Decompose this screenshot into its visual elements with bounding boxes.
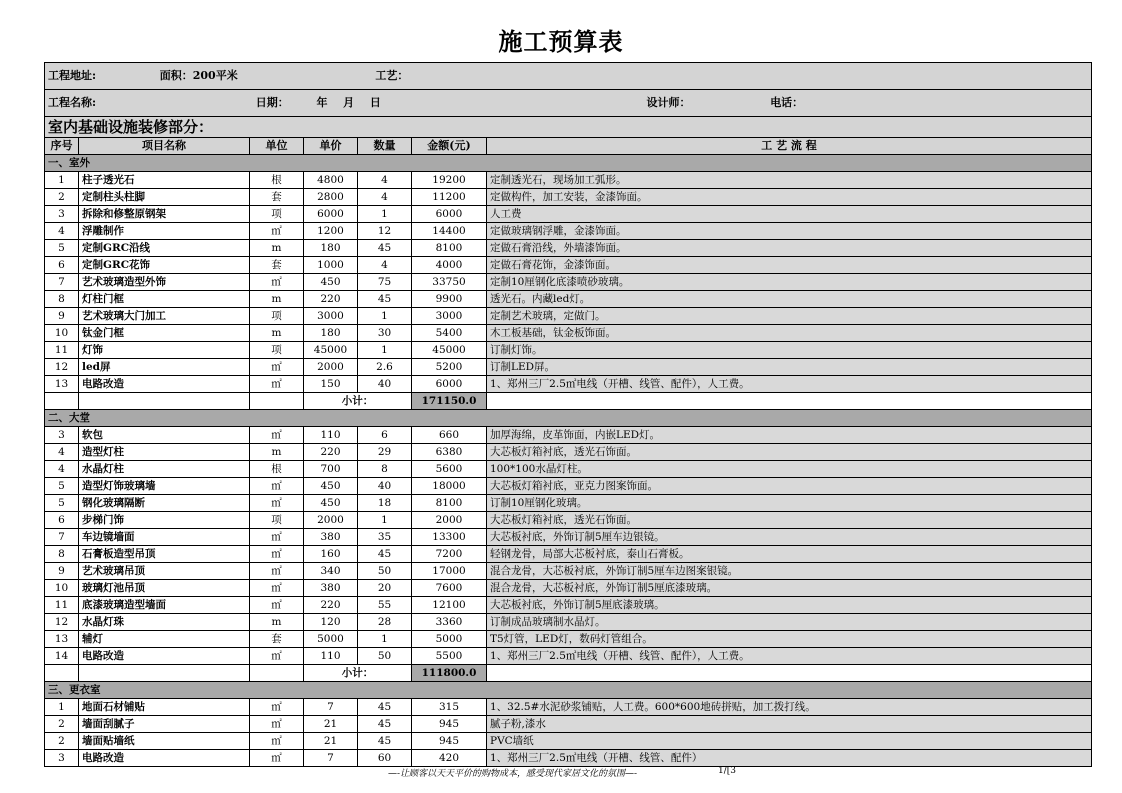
process-description: 腻子粉,漆水: [487, 716, 1092, 733]
budget-table: [44, 62, 1092, 767]
unit: ㎡: [250, 648, 304, 665]
unit-price: 6000: [304, 206, 358, 223]
amount: 5000: [412, 631, 487, 648]
unit-price: 220: [304, 444, 358, 461]
unit: ㎡: [250, 733, 304, 750]
row-index: 2: [45, 733, 79, 750]
process-description: 大芯板衬底，外饰订制5厘底漆玻璃。: [487, 597, 1092, 614]
item-name: 浮雕制作: [79, 223, 250, 240]
project-info-row-1: [45, 63, 1092, 90]
unit: m: [250, 325, 304, 342]
item-name: 艺术玻璃大门加工: [79, 308, 250, 325]
unit-price: 7: [304, 750, 358, 767]
row-index: 8: [45, 291, 79, 308]
row-index: 13: [45, 376, 79, 393]
unit: 项: [250, 342, 304, 359]
item-name: 软包: [79, 427, 250, 444]
quantity: 55: [358, 597, 412, 614]
unit: ㎡: [250, 376, 304, 393]
item-name: 水晶灯珠: [79, 614, 250, 631]
amount: 315: [412, 699, 487, 716]
header-quantity: 数量: [358, 138, 412, 155]
unit: ㎡: [250, 699, 304, 716]
quantity: 4: [358, 172, 412, 189]
unit: m: [250, 614, 304, 631]
day-label: 日: [369, 96, 381, 109]
unit-price: 180: [304, 240, 358, 257]
row-index: 5: [45, 495, 79, 512]
item-name: 灯柱门框: [79, 291, 250, 308]
subtotal-value: 111800.0: [412, 665, 487, 682]
item-name: led屏: [79, 359, 250, 376]
amount: 4000: [412, 257, 487, 274]
page-title: 施工预算表: [498, 27, 624, 56]
unit: ㎡: [250, 478, 304, 495]
month-label: 月: [343, 96, 355, 109]
unit-price: 450: [304, 478, 358, 495]
process-description: 1、郑州三厂2.5㎡电线（开槽、线管、配件），人工费。: [487, 376, 1092, 393]
year-label: 年: [316, 96, 328, 109]
unit-price: 3000: [304, 308, 358, 325]
unit-price: 45000: [304, 342, 358, 359]
process-description: 1、郑州三厂2.5㎡电线（开槽、线管、配件）: [487, 750, 1092, 767]
process-description: 定制透光石，现场加工弧形。: [487, 172, 1092, 189]
unit: 项: [250, 308, 304, 325]
table-row: [45, 546, 1092, 563]
unit-price: 380: [304, 580, 358, 597]
unit-price: 340: [304, 563, 358, 580]
row-index: 9: [45, 308, 79, 325]
quantity: 4: [358, 257, 412, 274]
designer-label: 设计师：: [646, 96, 691, 109]
table-row: [45, 716, 1092, 733]
project-name-label: 工程名称:: [48, 96, 97, 109]
unit: ㎡: [250, 750, 304, 767]
process-description: 透光石。内藏led灯。: [487, 291, 1092, 308]
process-description: 大芯板衬底，外饰订制5厘车边银镜。: [487, 529, 1092, 546]
quantity: 45: [358, 240, 412, 257]
date-label: 日期：: [255, 96, 289, 109]
unit: 套: [250, 189, 304, 206]
quantity: 45: [358, 716, 412, 733]
craft-label: 工艺：: [375, 69, 409, 82]
quantity: 1: [358, 342, 412, 359]
table-row: [45, 189, 1092, 206]
row-index: 11: [45, 597, 79, 614]
row-index: 11: [45, 342, 79, 359]
table-row: [45, 512, 1092, 529]
table-row: [45, 172, 1092, 189]
subtotal-row: [45, 665, 1092, 682]
unit: ㎡: [250, 716, 304, 733]
empty-cell: [250, 665, 304, 682]
process-description: 订制灯饰。: [487, 342, 1092, 359]
table-row: [45, 563, 1092, 580]
item-name: 电路改造: [79, 376, 250, 393]
header-unit: 单位: [250, 138, 304, 155]
quantity: 1: [358, 631, 412, 648]
amount: 19200: [412, 172, 487, 189]
header-unit-price: 单价: [304, 138, 358, 155]
row-index: 2: [45, 716, 79, 733]
row-index: 1: [45, 172, 79, 189]
unit: 根: [250, 461, 304, 478]
unit-price: 220: [304, 291, 358, 308]
row-index: 3: [45, 750, 79, 767]
unit: ㎡: [250, 529, 304, 546]
table-row: [45, 325, 1092, 342]
unit: ㎡: [250, 223, 304, 240]
section-title: 室内基础设施装修部分：: [45, 117, 1092, 138]
row-index: 14: [45, 648, 79, 665]
page-number: 1/[3: [718, 766, 736, 776]
process-description: 人工费: [487, 206, 1092, 223]
amount: 8100: [412, 240, 487, 257]
row-index: 7: [45, 529, 79, 546]
item-name: 墙面贴墙纸: [79, 733, 250, 750]
item-name: 步梯门饰: [79, 512, 250, 529]
amount: 8100: [412, 495, 487, 512]
quantity: 4: [358, 189, 412, 206]
quantity: 28: [358, 614, 412, 631]
unit: m: [250, 240, 304, 257]
project-info-row-2: [45, 90, 1092, 117]
unit: ㎡: [250, 580, 304, 597]
amount: 6380: [412, 444, 487, 461]
row-index: 10: [45, 580, 79, 597]
quantity: 35: [358, 529, 412, 546]
item-name: 灯饰: [79, 342, 250, 359]
table-row: [45, 478, 1092, 495]
unit-price: 700: [304, 461, 358, 478]
unit: m: [250, 444, 304, 461]
category-row: [45, 410, 1092, 427]
quantity: 40: [358, 376, 412, 393]
table-row: [45, 206, 1092, 223]
phone-label: 电话：: [770, 96, 804, 109]
subtotal-label: 小计：: [304, 393, 412, 410]
amount: 660: [412, 427, 487, 444]
unit-price: 110: [304, 648, 358, 665]
subtotal-row: [45, 393, 1092, 410]
item-name: 石膏板造型吊顶: [79, 546, 250, 563]
row-index: 5: [45, 478, 79, 495]
item-name: 玻璃灯池吊顶: [79, 580, 250, 597]
process-description: 1、郑州三厂2.5㎡电线（开槽、线管、配件），人工费。: [487, 648, 1092, 665]
amount: 14400: [412, 223, 487, 240]
quantity: 75: [358, 274, 412, 291]
item-name: 电路改造: [79, 750, 250, 767]
amount: 945: [412, 733, 487, 750]
item-name: 艺术玻璃造型外饰: [79, 274, 250, 291]
process-description: 订制LED屏。: [487, 359, 1092, 376]
amount: 5600: [412, 461, 487, 478]
table-row: [45, 257, 1092, 274]
table-row: [45, 342, 1092, 359]
amount: 945: [412, 716, 487, 733]
process-description: 定做石膏花饰，金漆饰面。: [487, 257, 1092, 274]
amount: 3000: [412, 308, 487, 325]
item-name: 墙面刮腻子: [79, 716, 250, 733]
unit-price: 150: [304, 376, 358, 393]
unit-price: 5000: [304, 631, 358, 648]
quantity: 6: [358, 427, 412, 444]
unit-price: 450: [304, 495, 358, 512]
row-index: 4: [45, 444, 79, 461]
amount: 420: [412, 750, 487, 767]
unit: m: [250, 291, 304, 308]
quantity: 12: [358, 223, 412, 240]
row-index: 8: [45, 546, 79, 563]
item-name: 水晶灯柱: [79, 461, 250, 478]
quantity: 30: [358, 325, 412, 342]
row-index: 3: [45, 427, 79, 444]
process-description: 加厚海绵，皮革饰面，内嵌LED灯。: [487, 427, 1092, 444]
quantity: 45: [358, 291, 412, 308]
header-row: [45, 138, 1092, 155]
quantity: 1: [358, 512, 412, 529]
table-row: [45, 699, 1092, 716]
area-text: 面积：200平米: [159, 69, 238, 82]
item-name: 定制GRC花饰: [79, 257, 250, 274]
amount: 5500: [412, 648, 487, 665]
item-name: 艺术玻璃吊顶: [79, 563, 250, 580]
table-row: [45, 614, 1092, 631]
empty-cell: [79, 393, 250, 410]
unit-price: 1200: [304, 223, 358, 240]
unit-price: 2000: [304, 512, 358, 529]
process-description: 订制成品玻璃制水晶灯。: [487, 614, 1092, 631]
header-index: 序号: [45, 138, 79, 155]
address-label: 工程地址:: [48, 69, 97, 82]
unit: 套: [250, 257, 304, 274]
amount: 9900: [412, 291, 487, 308]
unit-price: 21: [304, 716, 358, 733]
unit: ㎡: [250, 274, 304, 291]
table-row: [45, 240, 1092, 257]
item-name: 定制柱头柱脚: [79, 189, 250, 206]
quantity: 50: [358, 648, 412, 665]
process-description: 混合龙骨，大芯板衬底，外饰订制5厘车边图案银镜。: [487, 563, 1092, 580]
process-description: 大芯板灯箱衬底，透光石饰面。: [487, 444, 1092, 461]
table-row: [45, 223, 1092, 240]
amount: 18000: [412, 478, 487, 495]
unit-price: 4800: [304, 172, 358, 189]
amount: 45000: [412, 342, 487, 359]
table-row: [45, 376, 1092, 393]
row-index: 12: [45, 614, 79, 631]
quantity: 45: [358, 699, 412, 716]
unit: ㎡: [250, 427, 304, 444]
row-index: 12: [45, 359, 79, 376]
category-row: [45, 682, 1092, 699]
item-name: 钛金门框: [79, 325, 250, 342]
category-name: 三、更衣室: [45, 682, 1092, 699]
unit-price: 2000: [304, 359, 358, 376]
unit: ㎡: [250, 359, 304, 376]
table-row: [45, 631, 1092, 648]
amount: 5400: [412, 325, 487, 342]
row-index: 1: [45, 699, 79, 716]
empty-cell: [79, 665, 250, 682]
unit: 项: [250, 206, 304, 223]
unit-price: 21: [304, 733, 358, 750]
amount: 7600: [412, 580, 487, 597]
unit: 项: [250, 512, 304, 529]
empty-cell: [45, 665, 79, 682]
process-description: 定做构件，加工安装，金漆饰面。: [487, 189, 1092, 206]
row-index: 6: [45, 257, 79, 274]
item-name: 柱子透光石: [79, 172, 250, 189]
amount: 13300: [412, 529, 487, 546]
quantity: 50: [358, 563, 412, 580]
process-description: 100*100水晶灯柱。: [487, 461, 1092, 478]
process-description: 定做石膏沿线，外墙漆饰面。: [487, 240, 1092, 257]
table-row: [45, 495, 1092, 512]
unit: ㎡: [250, 563, 304, 580]
row-index: 5: [45, 240, 79, 257]
row-index: 3: [45, 206, 79, 223]
unit-price: 7: [304, 699, 358, 716]
process-description: 轻钢龙骨，局部大芯板衬底，泰山石膏板。: [487, 546, 1092, 563]
quantity: 60: [358, 750, 412, 767]
subtotal-label: 小计：: [304, 665, 412, 682]
process-description: 混合龙骨，大芯板衬底，外饰订制5厘底漆玻璃。: [487, 580, 1092, 597]
quantity: 40: [358, 478, 412, 495]
process-description: 订制10厘钢化玻璃。: [487, 495, 1092, 512]
quantity: 45: [358, 546, 412, 563]
row-index: 10: [45, 325, 79, 342]
unit: ㎡: [250, 495, 304, 512]
section-title-row: [45, 117, 1092, 138]
header-item-name: 项目名称: [79, 138, 250, 155]
unit-price: 160: [304, 546, 358, 563]
table-row: [45, 308, 1092, 325]
unit: 根: [250, 172, 304, 189]
unit-price: 120: [304, 614, 358, 631]
row-index: 13: [45, 631, 79, 648]
amount: 2000: [412, 512, 487, 529]
amount: 6000: [412, 206, 487, 223]
process-description: 1、32.5#水泥砂浆铺贴，人工费。600*600地砖拼贴，加工拨打线。: [487, 699, 1092, 716]
item-name: 底漆玻璃造型墙面: [79, 597, 250, 614]
process-description: PVC墙纸: [487, 733, 1092, 750]
table-row: [45, 529, 1092, 546]
unit: ㎡: [250, 597, 304, 614]
process-description: 大芯板灯箱衬底，透光石饰面。: [487, 512, 1092, 529]
row-index: 7: [45, 274, 79, 291]
quantity: 29: [358, 444, 412, 461]
process-description: 定制10厘钢化底漆喷砂玻璃。: [487, 274, 1092, 291]
amount: 12100: [412, 597, 487, 614]
quantity: 1: [358, 206, 412, 223]
item-name: 定制GRC沿线: [79, 240, 250, 257]
quantity: 45: [358, 733, 412, 750]
quantity: 18: [358, 495, 412, 512]
row-index: 6: [45, 512, 79, 529]
item-name: 电路改造: [79, 648, 250, 665]
amount: 33750: [412, 274, 487, 291]
item-name: 钢化玻璃隔断: [79, 495, 250, 512]
empty-cell: [250, 393, 304, 410]
quantity: 8: [358, 461, 412, 478]
table-row: [45, 580, 1092, 597]
item-name: 辅灯: [79, 631, 250, 648]
process-description: T5灯管，LED灯，数码灯管组合。: [487, 631, 1092, 648]
category-name: 二、大堂: [45, 410, 1092, 427]
unit-price: 180: [304, 325, 358, 342]
header-amount: 金额(元): [412, 138, 487, 155]
empty-cell: [45, 393, 79, 410]
table-row: [45, 359, 1092, 376]
unit-price: 110: [304, 427, 358, 444]
header-process: 工 艺 流 程: [487, 138, 1092, 155]
process-description: 大芯板灯箱衬底，亚克力图案饰面。: [487, 478, 1092, 495]
amount: 3360: [412, 614, 487, 631]
quantity: 2.6: [358, 359, 412, 376]
row-index: 4: [45, 461, 79, 478]
table-row: [45, 274, 1092, 291]
row-index: 9: [45, 563, 79, 580]
process-description: 定做玻璃钢浮雕，金漆饰面。: [487, 223, 1092, 240]
table-row: [45, 427, 1092, 444]
row-index: 2: [45, 189, 79, 206]
item-name: 地面石材铺贴: [79, 699, 250, 716]
footer-slogan: —-让顾客以天天平价的购物成本，感受现代家居文化的氛围—-: [388, 769, 638, 779]
item-name: 造型灯饰玻璃墙: [79, 478, 250, 495]
unit-price: 2800: [304, 189, 358, 206]
category-name: 一、室外: [45, 155, 1092, 172]
process-description: 木工板基础，钛金板饰面。: [487, 325, 1092, 342]
table-row: [45, 461, 1092, 478]
item-name: 造型灯柱: [79, 444, 250, 461]
amount: 6000: [412, 376, 487, 393]
quantity: 20: [358, 580, 412, 597]
unit: 套: [250, 631, 304, 648]
item-name: 拆除和修整原钢架: [79, 206, 250, 223]
unit-price: 380: [304, 529, 358, 546]
table-row: [45, 444, 1092, 461]
table-row: [45, 597, 1092, 614]
table-row: [45, 750, 1092, 767]
subtotal-value: 171150.0: [412, 393, 487, 410]
unit-price: 450: [304, 274, 358, 291]
amount: 17000: [412, 563, 487, 580]
table-row: [45, 733, 1092, 750]
item-name: 车边镜墙面: [79, 529, 250, 546]
table-row: [45, 648, 1092, 665]
row-index: 4: [45, 223, 79, 240]
unit: ㎡: [250, 546, 304, 563]
empty-cell: [487, 665, 1092, 682]
table-row: [45, 291, 1092, 308]
category-row: [45, 155, 1092, 172]
amount: 5200: [412, 359, 487, 376]
empty-cell: [487, 393, 1092, 410]
amount: 7200: [412, 546, 487, 563]
unit-price: 220: [304, 597, 358, 614]
quantity: 1: [358, 308, 412, 325]
amount: 11200: [412, 189, 487, 206]
unit-price: 1000: [304, 257, 358, 274]
process-description: 定制艺术玻璃，定做门。: [487, 308, 1092, 325]
